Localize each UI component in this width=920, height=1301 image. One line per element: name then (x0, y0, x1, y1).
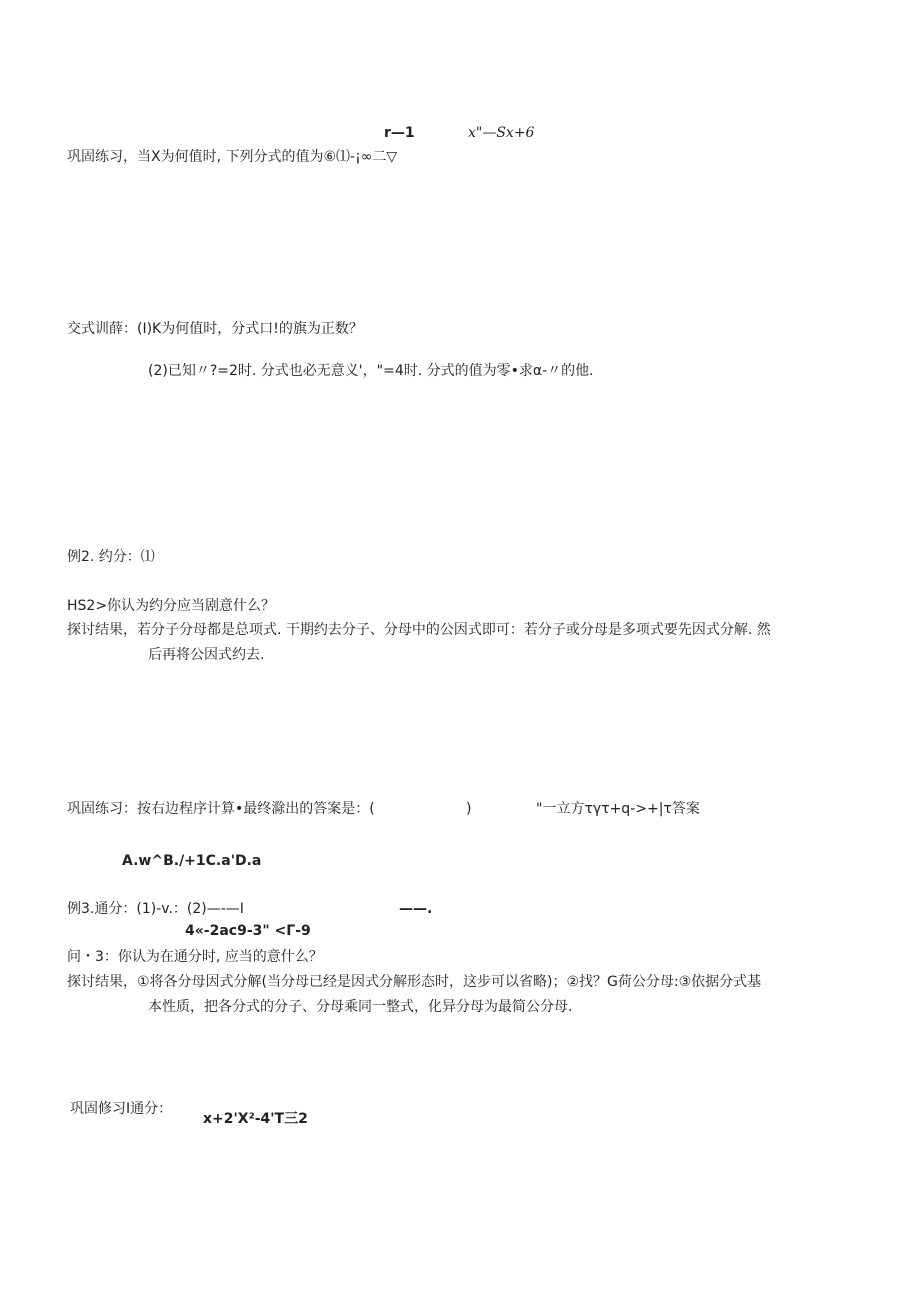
formula-fragment: x+2'X²-4'T三2 (203, 1111, 308, 1127)
answer-options: A.w^B./+1C.a'D.a (122, 853, 262, 869)
discussion-result-1: 探讨结果，若分子分母都是总项式. 干期约去分子、分母中的公因式即可：若分子或分母是多项式要先因式分解. 然 (67, 622, 771, 638)
formula-fragment: r—1 (384, 125, 415, 141)
formula-denominators: 4«-2ac9-3" <Γ-9 (185, 923, 311, 939)
example-3-heading: 例3.通分：(1)-v.：(2)—-—I (67, 901, 244, 917)
program-diagram-text: "一立方τγτ+q->+|τ答案 (536, 801, 700, 817)
exercise-line-1: 巩固练习，当X为何值时, 下列分式的值为⑥⑴-¡∞二▽ (67, 149, 398, 165)
formula-fragment: x"—Sx+6 (468, 125, 535, 141)
exercise-line-3: 巩固修习I通分： (70, 1101, 173, 1117)
discussion-result-2: 探讨结果，①将各分母因式分解(当分母已经是因式分解形态时，这步可以省略)；②找？G荷公分母:③依据分式基 (67, 974, 762, 990)
answer-blank-close: ) (466, 801, 472, 817)
question-2: HS2>你认为约分应当剧意什么？ (67, 598, 276, 614)
exercise-line-2: 巩固练习：按右边程序计算•最终滁出的答案是：( (67, 801, 375, 817)
example-2-heading: 例2. 约分：⑴ (67, 549, 155, 565)
formula-fragment: ——. (399, 901, 433, 917)
question-3: 问・3：你认为在通分时, 应当的意什么？ (67, 949, 323, 965)
discussion-result-1-cont: 后再将公因式约去. (148, 647, 265, 663)
training-line-1: 交式训薛：(I)K为何值时，分式口!的旗为正数？ (67, 321, 363, 337)
discussion-result-2-cont: 本性质，把各分式的分子、分母乘同一整式，化异分母为最简公分母. (148, 999, 573, 1015)
training-line-2: (2)已知〃?=2时. 分式也必无意义'，"=4时. 分式的值为零•求α-〃的他. (148, 363, 594, 379)
